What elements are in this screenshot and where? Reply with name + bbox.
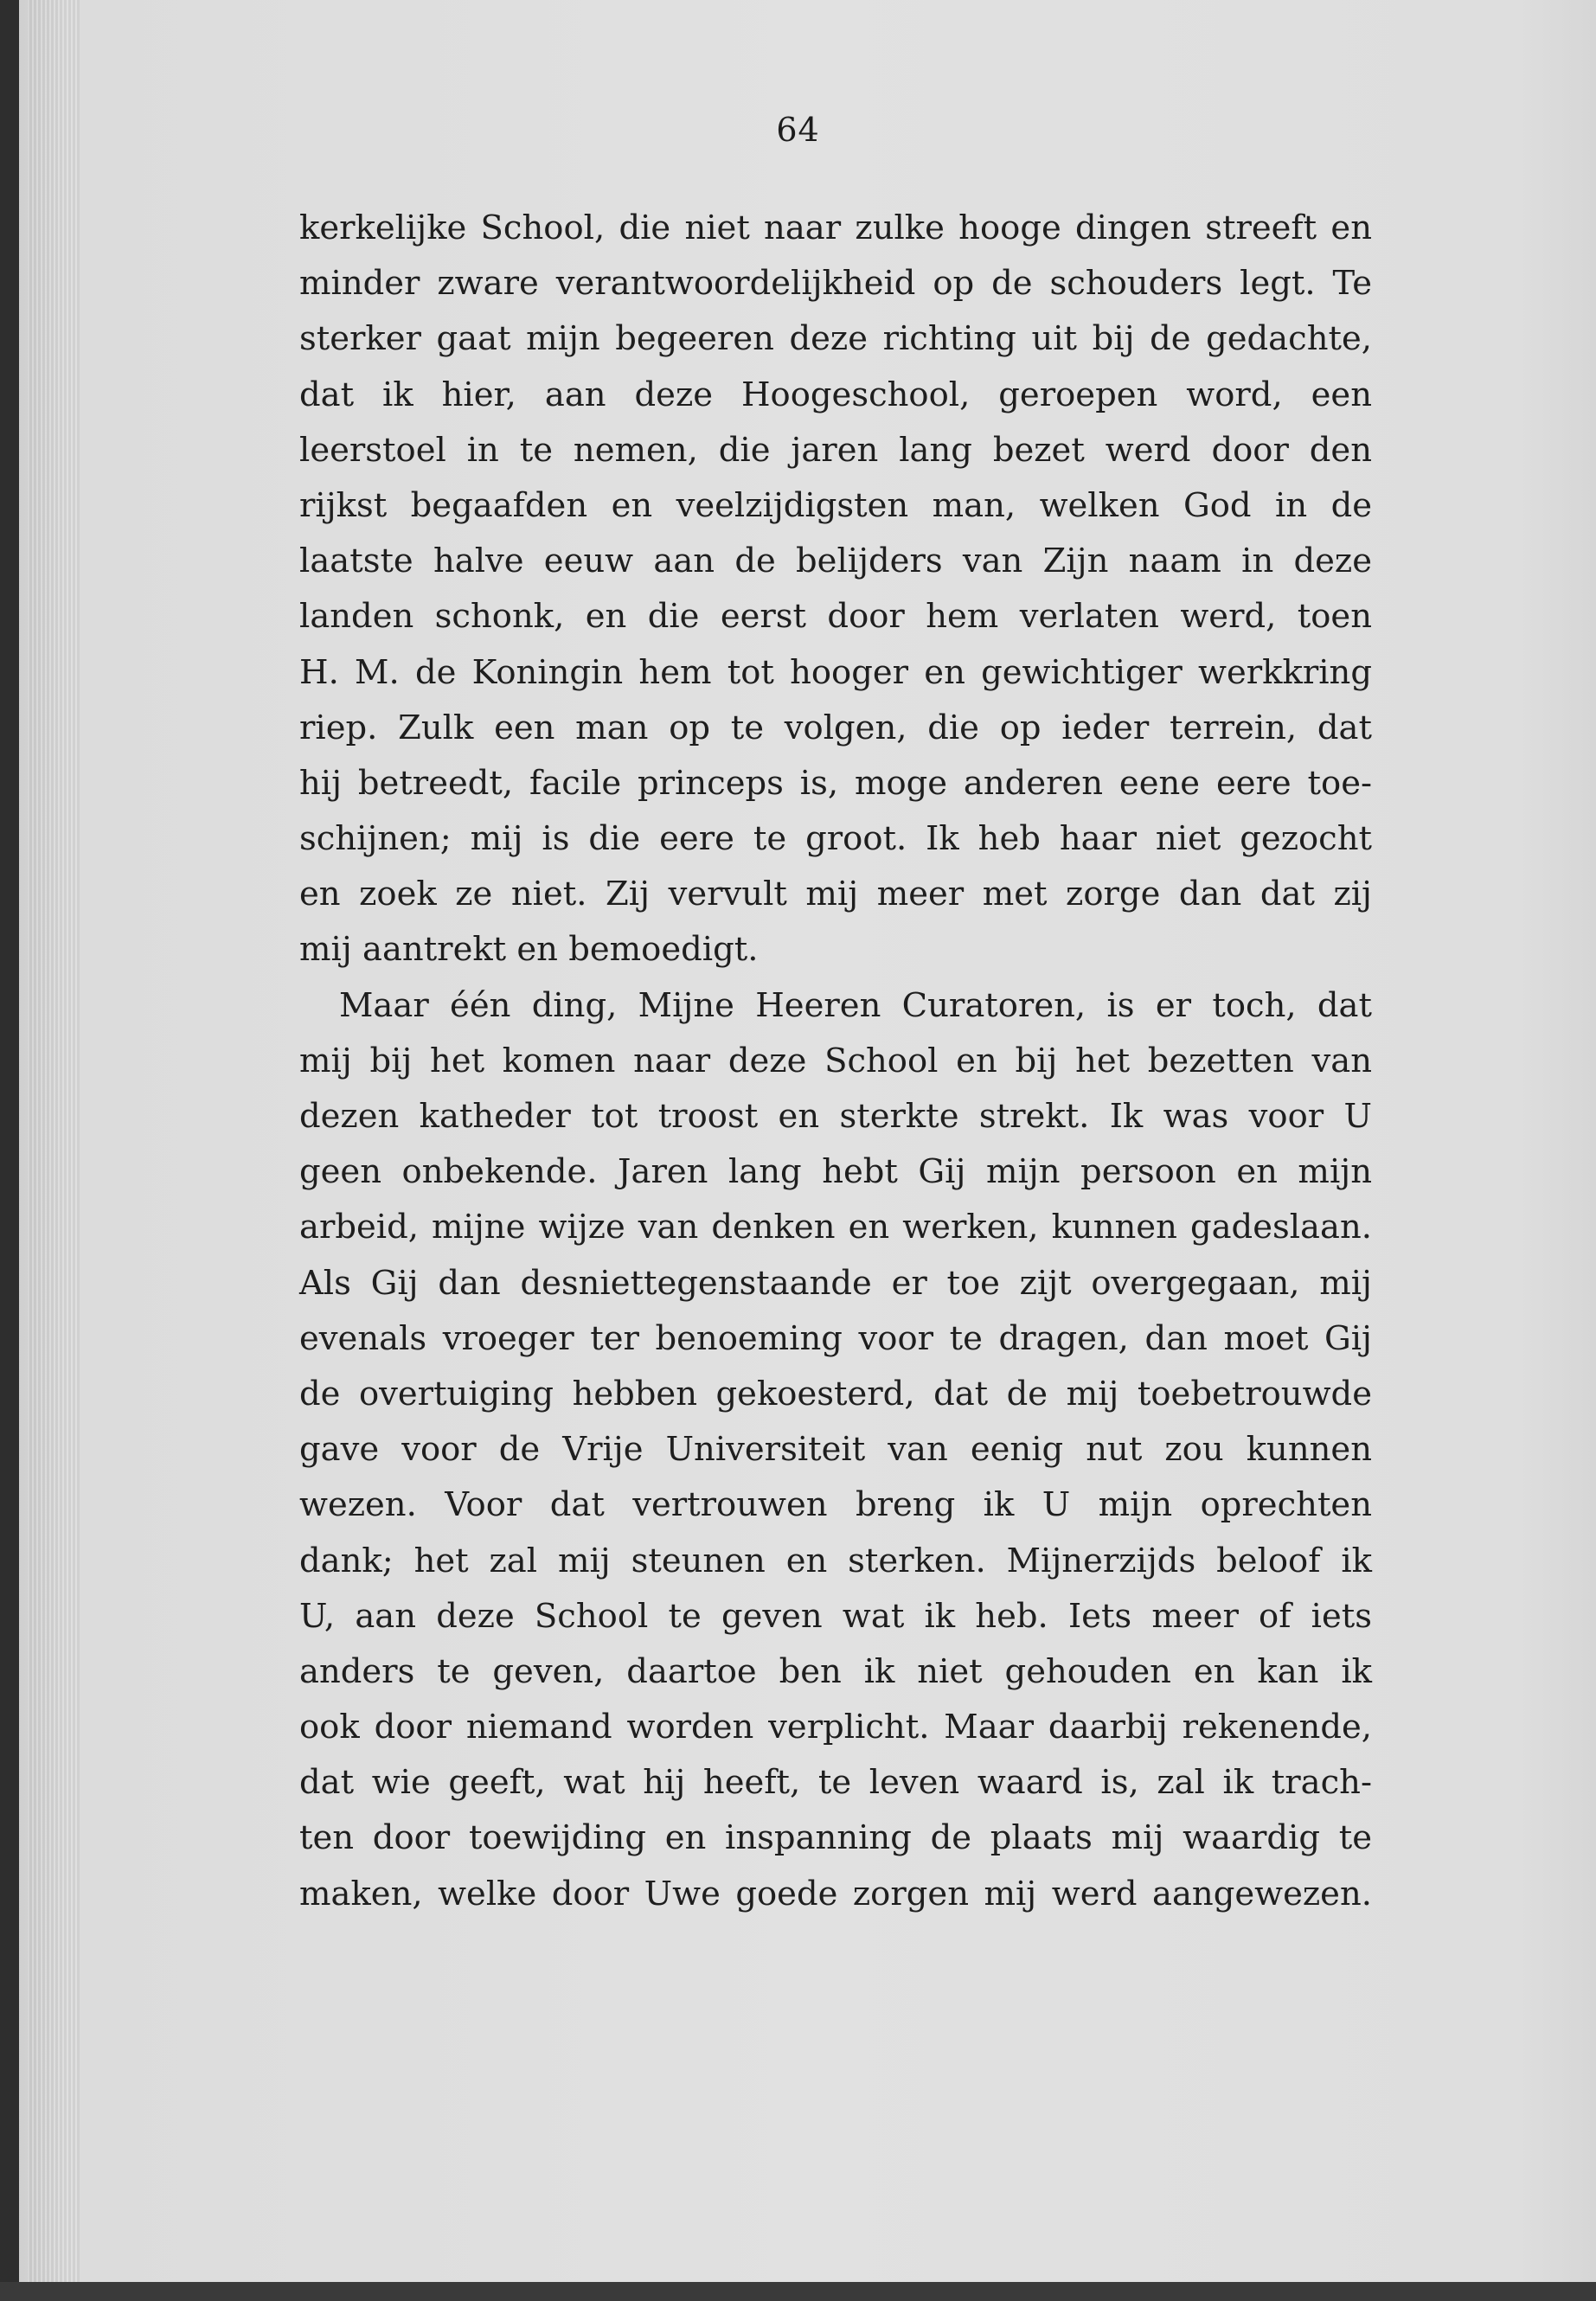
text-line: rijkst begaafden en veelzijdigsten man, welken God in de	[299, 485, 1372, 525]
text-line: maken, welke door Uwe goede zorgen mij werd aangewezen.	[299, 1874, 1372, 1913]
text-line: riep. Zulk een man op te volgen, die op ieder terrein, dat	[299, 708, 1372, 747]
text-line: dezen katheder tot troost en sterkte strekt. Ik was voor U	[299, 1097, 1372, 1136]
scan-bottom-border	[0, 2282, 1596, 2301]
text-line: sterker gaat mijn begeeren deze richting uit bij de gedachte,	[299, 319, 1372, 359]
text-line: geen onbekende. Jaren lang hebt Gij mijn persoon en mijn	[299, 1152, 1372, 1192]
text-line: dank; het zal mij steunen en sterken. Mijnerzijds beloof ik	[299, 1541, 1372, 1580]
text-line: schijnen; mij is die eere te groot. Ik heb haar niet gezocht	[299, 819, 1372, 859]
text-line: mij bij het komen naar deze School en bij het bezetten van	[299, 1041, 1372, 1080]
text-line: leerstoel in te nemen, die jaren lang bezet werd door den	[299, 430, 1372, 470]
text-line: laatste halve eeuw aan de belijders van Zijn naam in deze	[299, 542, 1372, 581]
text-line: en zoek ze niet. Zij vervult mij meer met zorge dan dat zij	[299, 875, 1372, 914]
text-line: dat ik hier, aan deze Hoogeschool, geroepen word, een	[299, 375, 1372, 414]
text-line: evenals vroeger ter benoeming voor te dragen, dan moet Gij	[299, 1318, 1372, 1358]
page-number: 64	[776, 111, 820, 149]
text-line: ten door toewijding en inspanning de plaats mij waardig te	[299, 1818, 1372, 1858]
text-line: wezen. Voor dat vertrouwen breng ik U mijn oprechten	[299, 1485, 1372, 1525]
text-line: gave voor de Vrije Universiteit van eenig nut zou kunnen	[299, 1430, 1372, 1470]
text-line: Als Gij dan desniettegenstaande er toe zijt overgegaan, mij	[299, 1263, 1372, 1303]
body-text	[299, 201, 1372, 1922]
text-line: minder zware verantwoordelijkheid op de schouders legt. Te	[299, 264, 1372, 304]
text-line: dat wie geeft, wat hij heeft, te leven waard is, zal ik trach-	[299, 1763, 1372, 1803]
text-line: de overtuiging hebben gekoesterd, dat de mij toebetrouwde	[299, 1374, 1372, 1413]
text-line: mij aantrekt en bemoedigt.	[299, 930, 759, 970]
text-line: U, aan deze School te geven wat ik heb. Iets meer of iets	[299, 1596, 1372, 1636]
page-stack-edge	[28, 0, 80, 2301]
text-line: ook door niemand worden verplicht. Maar daarbij rekenende,	[299, 1708, 1372, 1747]
text-line: hij betreedt, facile princeps is, moge anderen eene eere toe-	[299, 763, 1372, 803]
text-line: kerkelijke School, die niet naar zulke hooge dingen streeft en	[299, 208, 1372, 247]
text-line: anders te geven, daartoe ben ik niet gehouden en kan ik	[299, 1651, 1372, 1691]
text-line: Maar één ding, Mijne Heeren Curatoren, is er toch, dat	[339, 985, 1372, 1025]
text-line: H. M. de Koningin hem tot hooger en gewichtiger werkkring	[299, 652, 1372, 692]
text-line: arbeid, mijne wijze van denken en werken, kunnen gadeslaan.	[299, 1208, 1372, 1247]
text-line: landen schonk, en die eerst door hem verlaten werd, toen	[299, 597, 1372, 637]
